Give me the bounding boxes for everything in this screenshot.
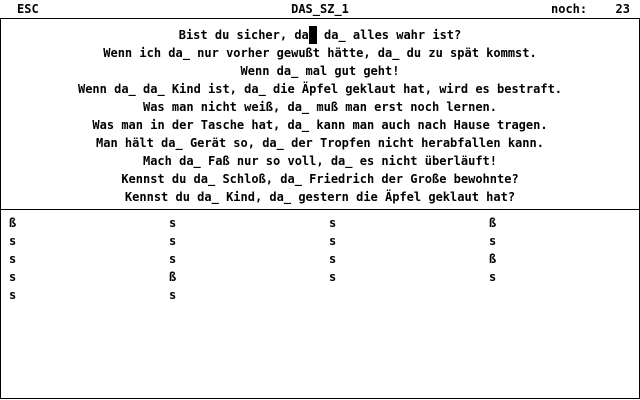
answer-row xyxy=(1,250,639,268)
exercise-title: DAS_SZ_1 xyxy=(291,2,349,16)
answer-cell: s xyxy=(9,252,17,266)
sentence-line: Kennst du da_ Kind, da_ gestern die Äpfel geklaut hat? xyxy=(124,190,516,204)
sentence-line: Wenn ich da_ nur vorher gewußt hätte, da_ du zu spät kommst. xyxy=(103,46,537,60)
answer-cell: s xyxy=(329,252,337,266)
sentence-line: Was man nicht weiß, da_ muß man erst noch lernen. xyxy=(142,100,497,114)
answer-cell: ß xyxy=(489,252,497,266)
answer-row xyxy=(1,268,639,286)
answer-row xyxy=(1,286,639,304)
answer-cell: s xyxy=(169,216,177,230)
answer-cell: s xyxy=(9,288,17,302)
answer-cell: s xyxy=(329,234,337,248)
sentence-line: Man hält da_ Gerät so, da_ der Tropfen nicht herabfallen kann. xyxy=(96,136,544,150)
sentence-line: Mach da_ Faß nur so voll, da_ es nicht überläuft! xyxy=(142,154,497,168)
title-bar xyxy=(0,0,640,18)
answer-cell: s xyxy=(329,270,337,284)
remaining-count: 23 xyxy=(615,2,630,16)
sentence-text-before-cursor: Bist du sicher, da xyxy=(178,28,309,42)
sentence-panel xyxy=(0,18,640,210)
answer-cell: s xyxy=(9,234,17,248)
text-cursor[interactable]: _ xyxy=(309,28,317,42)
answer-cell: s xyxy=(169,288,177,302)
sentence-line[interactable] xyxy=(1,26,639,44)
answer-cell: ß xyxy=(169,270,177,284)
sentence-text-after-cursor: da_ alles wahr ist? xyxy=(316,28,462,42)
sentence-list xyxy=(1,26,639,206)
answer-cell: s xyxy=(9,270,17,284)
answer-row xyxy=(1,214,639,232)
answer-cell: s xyxy=(169,252,177,266)
esc-key-label[interactable]: ESC xyxy=(17,2,39,16)
remaining-label: noch: xyxy=(551,2,588,16)
answer-cell: s xyxy=(169,234,177,248)
answer-cell: s xyxy=(489,270,497,284)
sentence-line: Wenn da_ da_ Kind ist, da_ die Äpfel geklaut hat, wird es bestraft. xyxy=(77,82,563,96)
sentence-line: Wenn da_ mal gut geht! xyxy=(240,64,400,78)
answer-row xyxy=(1,232,639,250)
sentence-line: Was man in der Tasche hat, da_ kann man auch nach Hause tragen. xyxy=(92,118,548,132)
answer-cell: s xyxy=(329,216,337,230)
sentence-line: Kennst du da_ Schloß, da_ Friedrich der Große bewohnte? xyxy=(121,172,519,186)
answer-grid xyxy=(0,210,640,399)
answer-cell: ß xyxy=(9,216,17,230)
answer-cell: s xyxy=(489,234,497,248)
answer-cell: ß xyxy=(489,216,497,230)
